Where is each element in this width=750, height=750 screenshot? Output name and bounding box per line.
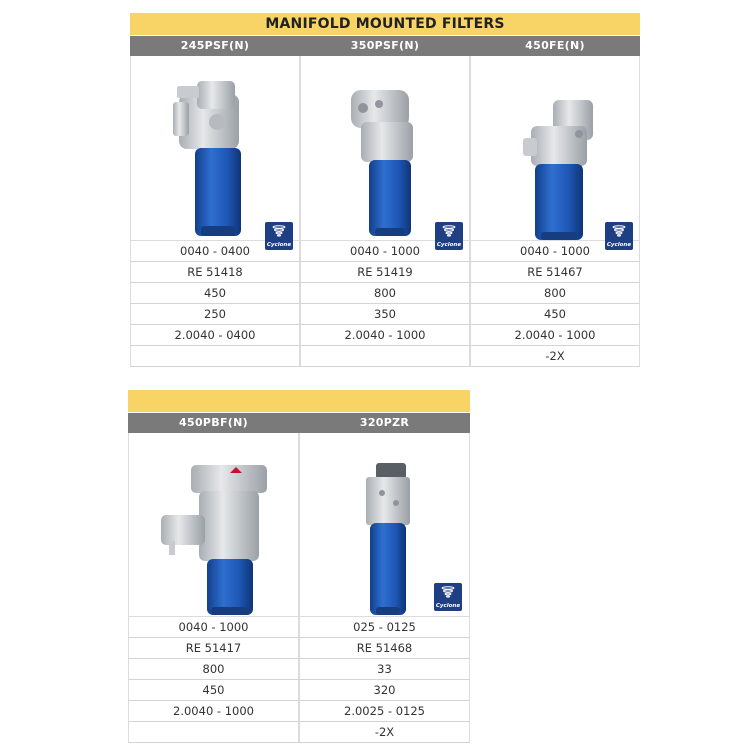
spec-row: 800 [470, 283, 640, 304]
spec-row: 250 [130, 304, 300, 325]
cyclone-badge [265, 222, 293, 250]
spec-row: RE 51417 [128, 638, 299, 659]
filter-245psf-illustration [131, 56, 301, 240]
cyclone-badge [605, 222, 633, 250]
spec-row: RE 51418 [130, 262, 300, 283]
column-245psf [130, 36, 300, 367]
cyclone-badge [434, 583, 462, 611]
spec-row [128, 722, 299, 743]
column-450fe [470, 36, 640, 367]
filter-450pbf-illustration [129, 433, 300, 616]
spec-row: 450 [470, 304, 640, 325]
filter-image-450pbf [128, 433, 299, 617]
spec-row [300, 346, 470, 367]
spec-row: 33 [299, 659, 470, 680]
spec-row: RE 51468 [299, 638, 470, 659]
spec-row: 800 [128, 659, 299, 680]
spec-row: 2.0040 - 1000 [470, 325, 640, 346]
spec-row: 2.0025 - 0125 [299, 701, 470, 722]
spec-row: 450 [128, 680, 299, 701]
spec-row: 0040 - 1000 [300, 241, 470, 262]
cyclone-label: Cyclone [435, 603, 461, 609]
filter-image-245psf [130, 56, 300, 248]
spec-row: 0040 - 1000 [128, 617, 299, 638]
bottom-title-bar [128, 390, 470, 412]
spec-row [130, 346, 300, 367]
column-header: 450FE(N) [470, 36, 640, 56]
cyclone-label: Cyclone [266, 242, 292, 248]
spec-row: 450 [130, 283, 300, 304]
spec-row: 025 - 0125 [299, 617, 470, 638]
column-320pzr [299, 413, 470, 743]
spec-row: RE 51467 [470, 262, 640, 283]
spec-row: -2X [470, 346, 640, 367]
cyclone-badge [435, 222, 463, 250]
spec-row: 800 [300, 283, 470, 304]
filter-image-450fe [470, 56, 640, 248]
spec-row: 0040 - 1000 [470, 241, 640, 262]
spec-row: RE 51419 [300, 262, 470, 283]
filter-image-350psf [300, 56, 470, 248]
spec-row: 2.0040 - 1000 [300, 325, 470, 346]
filter-350psf-illustration [301, 56, 471, 240]
filter-450fe-illustration [471, 56, 641, 240]
cyclone-label: Cyclone [606, 242, 632, 248]
spec-row: -2X [299, 722, 470, 743]
spec-row: 350 [300, 304, 470, 325]
column-header: 320PZR [299, 413, 470, 433]
spec-row: 0040 - 0400 [130, 241, 300, 262]
cyclone-label: Cyclone [436, 242, 462, 248]
spec-row: 320 [299, 680, 470, 701]
spec-row: 2.0040 - 0400 [130, 325, 300, 346]
table-title: MANIFOLD MOUNTED FILTERS [130, 13, 640, 35]
column-header: 350PSF(N) [300, 36, 470, 56]
column-header: 245PSF(N) [130, 36, 300, 56]
filter-image-320pzr [299, 433, 470, 617]
column-350psf [300, 36, 470, 367]
spec-row: 2.0040 - 1000 [128, 701, 299, 722]
column-450pbf [128, 413, 299, 743]
column-header: 450PBF(N) [128, 413, 299, 433]
